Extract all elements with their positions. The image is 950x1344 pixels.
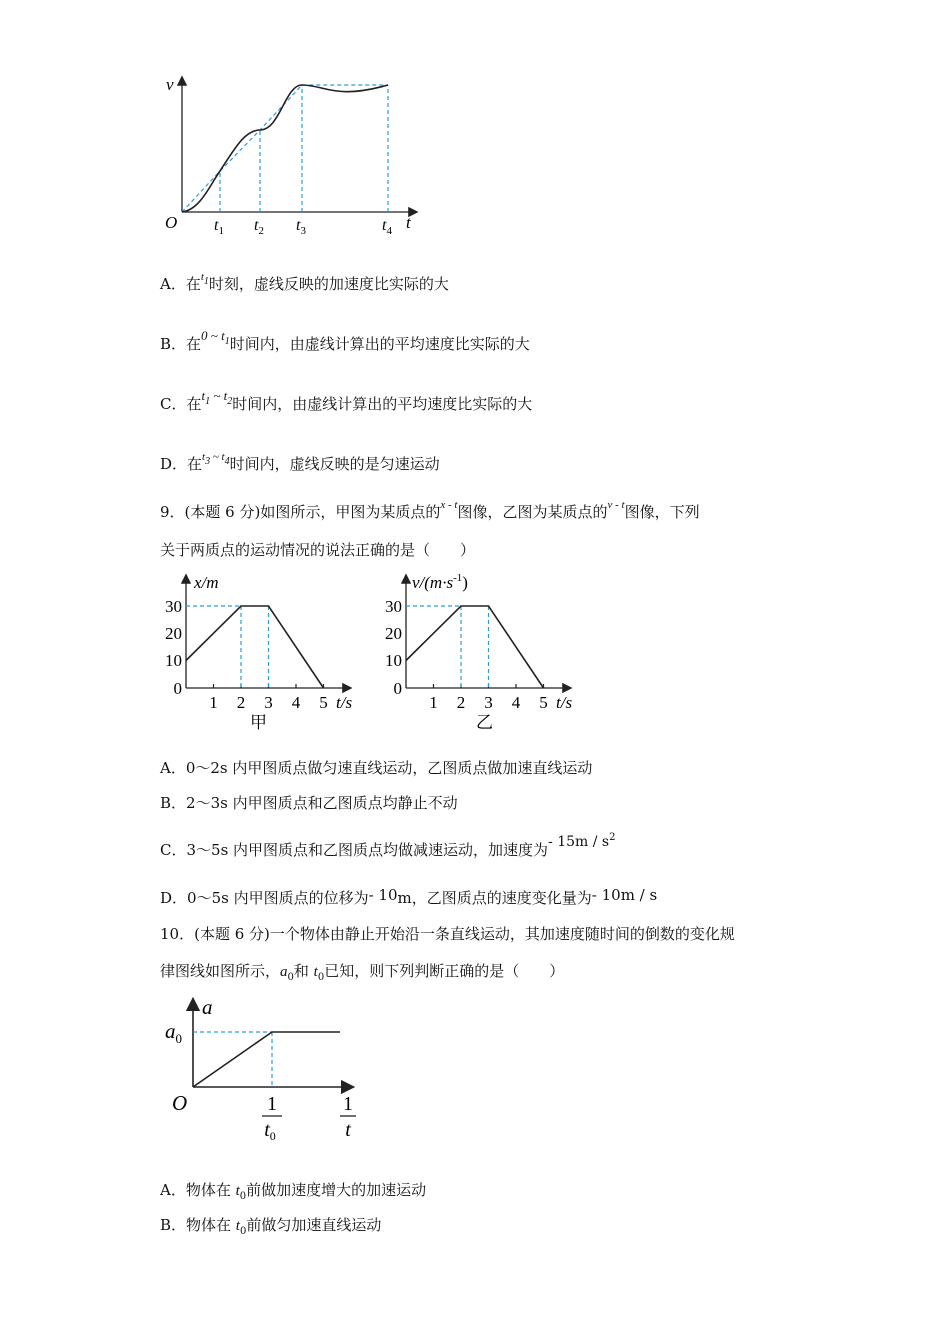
q9-option-b: B．2～3s 内甲图质点和乙图质点均静止不动 [160,794,458,812]
q9-stem-line1: 9．(本题 6 分)如图所示，甲图为某质点的$^{x - t}$图像，乙图为某质点的$^{v - t}$图像，下列 [160,499,700,521]
a-line [193,1032,340,1087]
svg-text:20: 20 [165,624,182,643]
q10-frac-1-t [340,1093,356,1141]
svg-text:t1: $t_1$ [214,217,224,237]
svg-text:t2: $t_2$ [254,217,264,237]
tick-t3: t [296,217,301,234]
left-ylabel: x/m [194,573,219,592]
svg-text:t0: $t_0$ [264,1119,276,1142]
q9-option-d: D．0～5s 内甲图质点的位移为- 10m，乙图质点的速度变化量为- 10m / s [160,886,658,907]
left-xlabel: t/s [336,693,353,712]
q9-option-a: A．0～2s 内甲图质点做匀速直线运动，乙图质点做加速直线运动 [160,759,593,777]
svg-text:10: 10 [165,651,182,670]
svg-text:10: 10 [385,651,402,670]
tick-t4: t [382,217,387,234]
svg-text:20: 20 [385,624,402,643]
svg-text:30: 30 [165,597,182,616]
svg-text:1: 1 [209,693,218,712]
svg-text:0: 0 [173,679,182,698]
q8-option-b: B．在0 ~ $t_1$时间内，由虚线计算出的平均速度比实际的大 [160,328,530,353]
q10-stem-line2: 律图线如图所示，$a_0$和 $t_0$已知，则下列判断正确的是（ ） [160,962,565,983]
q8-option-c: C．在$t_1$ ~ $t_2$时间内，由虚线计算出的平均速度比实际的大 [160,388,533,413]
x-axis-label: t [406,213,411,232]
figure-vt-curve [160,70,430,240]
svg-text:t4: $t_4$ [382,217,392,237]
svg-text:30: 30 [385,597,402,616]
vt-line [406,606,544,688]
svg-text:3: 3 [264,693,273,712]
q8-option-a: A．在$^{t1}$时刻，虚线反映的加速度比实际的大 [160,271,449,293]
q10-origin: O [172,1091,188,1115]
right-caption: 乙 [476,713,493,732]
tick-t1: t [214,217,219,234]
q10-stem-line1: 10．(本题 6 分)一个物体由静止开始沿一条直线运动，其加速度随时间的倒数的变化规 [160,925,735,943]
q10-option-a: A．物体在 $t_0$前做加速度增大的加速运动 [160,1181,427,1202]
q9-option-c: C．3～5s 内甲图质点和乙图质点均做减速运动，加速度为- $15m / s^2$ [160,832,616,859]
figure-q9-graphs [160,568,600,736]
y-axis-label: v [166,75,174,94]
figure-q10-graph [160,992,370,1142]
svg-text:1: 1 [267,1093,277,1115]
svg-text:1: 1 [343,1093,353,1115]
q10-frac-1-t0 [262,1093,282,1142]
q10-a0-label: $a_0$ [165,1019,182,1046]
q9-stem-line2: 关于两质点的运动情况的说法正确的是（ ） [160,541,476,559]
svg-text:2: 2 [236,693,246,712]
left-caption: 甲 [250,713,267,732]
right-ylabel: $v/(m\cdot s^{-1})$ [412,572,468,592]
graph-left [165,573,352,732]
svg-text:5: 5 [539,693,548,712]
graph-right [385,572,572,732]
svg-text:1: 1 [429,693,438,712]
svg-text:4: 4 [511,693,521,712]
q10-option-b: B．物体在 $t_0$前做匀加速直线运动 [160,1216,382,1237]
svg-text:3: 3 [484,693,493,712]
dashed-approximation [182,85,388,212]
svg-text:2: 2 [456,693,466,712]
tick-t2: t [254,217,259,234]
svg-text:4: 4 [291,693,301,712]
svg-text:0: 0 [393,679,402,698]
q8-option-d: D．在$^{t3 \sim t4}$时间内，虚线反映的是匀速运动 [160,451,440,473]
svg-text:t: t [345,1119,351,1141]
right-xlabel: t/s [556,693,573,712]
origin-label: O [165,213,178,232]
q10-ylabel: a [202,995,213,1019]
xt-line [186,606,324,688]
svg-text:t3: $t_3$ [296,217,306,237]
svg-text:5: 5 [319,693,328,712]
